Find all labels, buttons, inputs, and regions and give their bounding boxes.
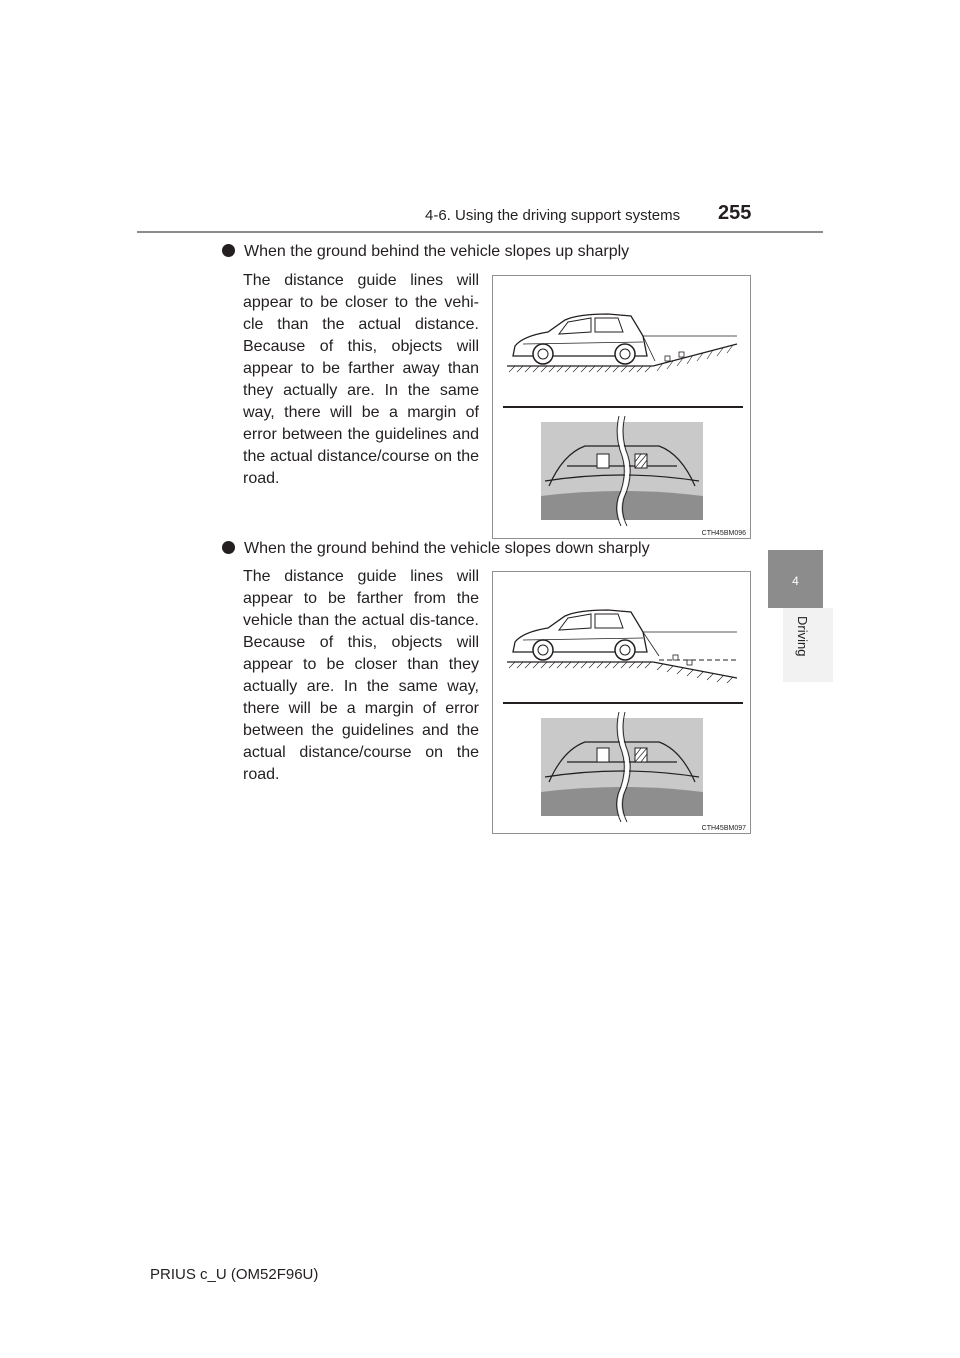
camera-sightline-icon bbox=[643, 632, 737, 660]
header-section-title: 4-6. Using the driving support systems bbox=[425, 207, 681, 224]
chapter-number: 4 bbox=[792, 574, 799, 588]
chapter-label-box bbox=[783, 608, 833, 682]
figure-slope-down bbox=[492, 571, 751, 834]
bullet-text: When the ground behind the vehicle slopes up sharply bbox=[244, 243, 630, 260]
figure-code: CTH45BM096 bbox=[701, 530, 746, 537]
header-rule bbox=[137, 231, 823, 233]
bullet-slope-down bbox=[222, 540, 650, 558]
camera-screen-view-icon bbox=[541, 712, 703, 822]
chapter-tab bbox=[768, 550, 823, 608]
paragraph-slope-down: The distance guide lines will appear to be farther from the vehicle than the actual dis-tance. Because of this, objects will appear to be closer than they actually are. In the same way, there will be a margin of error between the guidelines and the actual distance/course on the road. bbox=[243, 568, 479, 783]
figure-code: CTH45BM097 bbox=[701, 825, 746, 832]
bullet-text: When the ground behind the vehicle slopes down sharply bbox=[244, 540, 650, 557]
bullet-slope-up bbox=[222, 243, 629, 261]
camera-screen-view-icon bbox=[541, 416, 703, 526]
paragraph-slope-up: The distance guide lines will appear to be closer to the vehi-cle than the actual distance. Because of this, objects will appear to be farther away than they actually are. In the same way, there will be a margin of error between the guidelines and the actual distance/course on the road. bbox=[243, 272, 479, 487]
figure-slope-up bbox=[492, 275, 751, 539]
bullet-dot-icon bbox=[222, 244, 235, 257]
car-side-view-icon bbox=[513, 610, 647, 660]
bullet-dot-icon bbox=[222, 541, 235, 554]
chapter-label: Driving bbox=[795, 616, 810, 657]
car-side-view-icon bbox=[513, 314, 647, 364]
footer-model: PRIUS c_U (OM52F96U) bbox=[150, 1266, 319, 1283]
page-number: 255 bbox=[718, 202, 752, 224]
